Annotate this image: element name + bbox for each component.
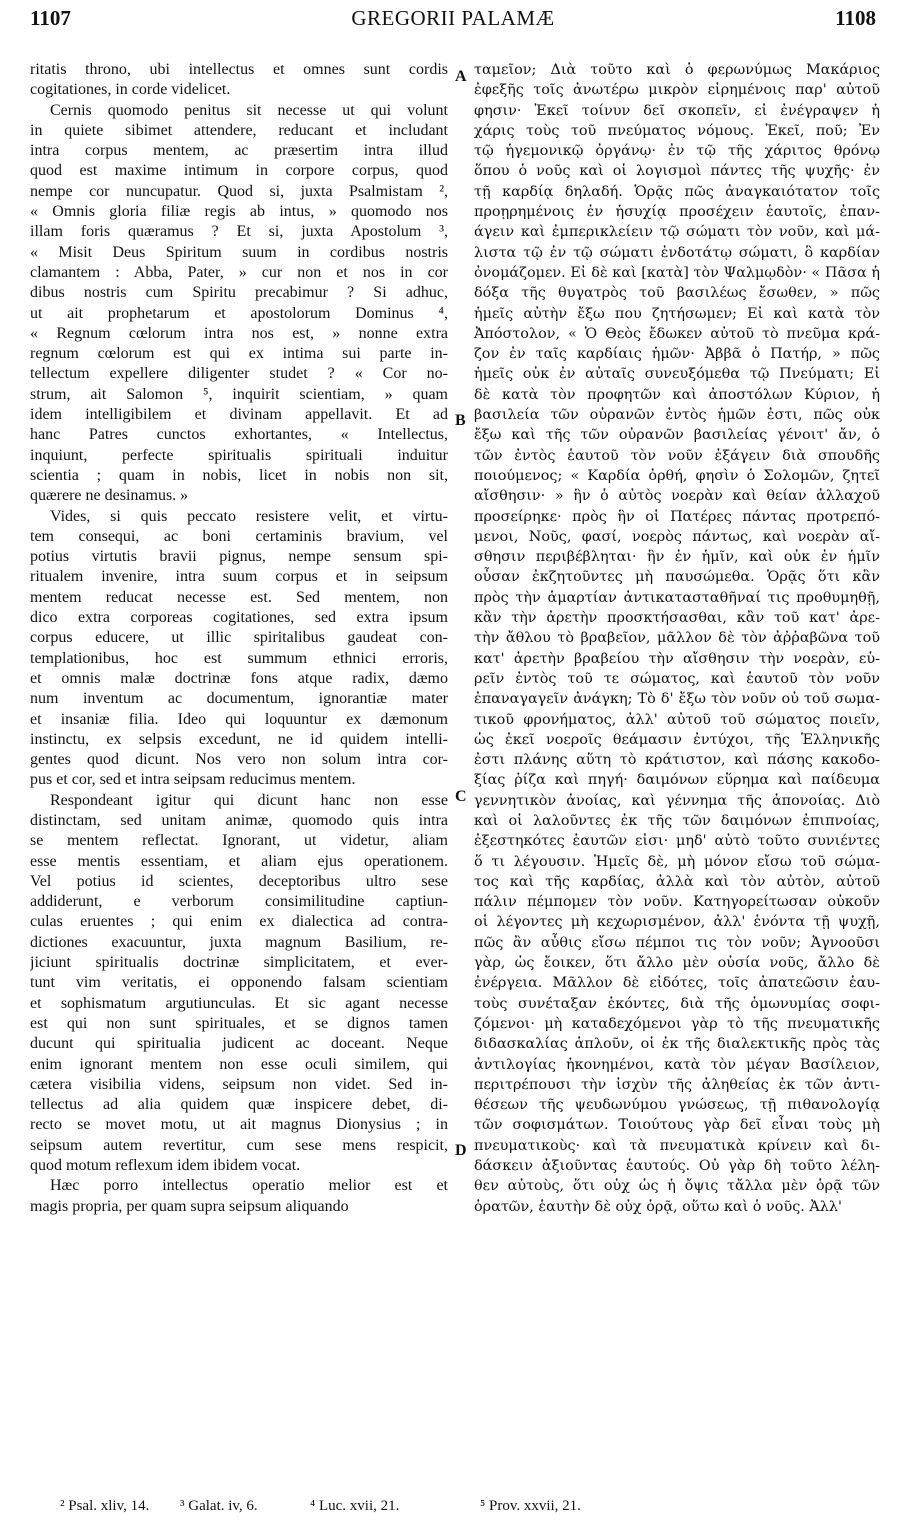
text-line: est qui non sunt spirituales, et se dignos tamen xyxy=(30,1014,448,1032)
text-line: num inventum ac documentum, ignorantiæ mater xyxy=(30,690,448,708)
section-marker-d: D xyxy=(455,1142,467,1159)
page-header xyxy=(30,6,876,46)
text-line: dictiones exacuuntur, juxta magnum Basilium, re- xyxy=(30,933,448,951)
text-line: αἴσθησιν· » ἣν ὁ αὐτὸς νοερὰν καὶ θείαν ἀλλαχοῦ xyxy=(474,488,880,505)
text-line: et omnis malæ doctrinæ fons atque radix, dæmo xyxy=(30,669,448,687)
text-line: σθησιν περιβέβληται· ἣν ἐν ἡμῖν, καὶ οὐκ ἐν ἡμῖν xyxy=(474,549,880,566)
text-line: tunt vim veritatis, ei opponendo falsam scientiam xyxy=(30,974,448,992)
text-line: γεννητικὸν ἀνοίας, καὶ γέννημα τῆς ἀπονοίας. Διὸ xyxy=(474,792,880,809)
section-marker-a: A xyxy=(455,68,467,85)
text-line: προῃρημένοις ἐν ἡσυχίᾳ προσέχειν ἑαυτοῖς, ἐπαν- xyxy=(474,204,880,221)
text-line: προσείρηκε· πρὸς ἣν οἱ Πατέρες πάντας προτρεπό- xyxy=(474,508,880,525)
text-line: Hæc porro intellectus operatio melior est et xyxy=(50,1177,448,1195)
text-line: enim ignorant mentem non esse oculi similem, qui xyxy=(30,1055,448,1073)
text-line: tellectum expellere diligenter studet ? « Cor no- xyxy=(30,365,448,383)
text-line: δὲ κατὰ τὸν προφητῶν καὶ ἀποστόλων Κύριον, ἡ xyxy=(474,386,880,403)
text-line: recto se movet motu, ut ait magnus Dionysius ; in xyxy=(30,1116,448,1134)
text-line: « Omnis gloria filiæ regis ab intus, » quomodo nos xyxy=(30,203,448,221)
text-line: ἐφεξῆς τοῖς ἀνωτέρω μικρὸν εἰρημένοις παρ' αὐτοῦ xyxy=(474,82,880,99)
text-line: addiderunt, e verborum consimilitudine captiun- xyxy=(30,893,448,911)
text-line: γὰρ, ὡς ἔοικεν, ὅτι ἄλλο μὲν οὐσία νοῦς, ἄλλο δὲ xyxy=(474,955,880,972)
text-line: templationibus, hoc est summum ethnici erroris, xyxy=(30,649,448,667)
text-line: ζον ἐν ταῖς καρδίαις ἡμῶν· Ἀββᾶ ὁ Πατήρ, » πῶς xyxy=(474,346,880,363)
text-line: τῶν ἐντὸς ἑαυτοῦ τὸν νοῦν ἐξάγειν διὰ σπουδῆς xyxy=(474,447,880,464)
text-line: δάσκειν ἀξιοῦντας ἑαυτούς. Οὐ γὰρ δὴ τοῦτο λέλη- xyxy=(474,1158,880,1175)
text-line: ἡμεῖς οὐκ ἐν αὐταῖς συνευξόμεθα τῷ Πνεύματι; Εἰ xyxy=(474,366,880,383)
text-line: άγειν καὶ ἐμπερικλείειν τῷ σώματι τὸν νοῦν, καὶ μά- xyxy=(474,224,880,241)
text-line: ὁρατῶν, ἑαυτὴν δὲ οὐχ ὁρᾷ, οὕτω καὶ ὁ νοῦς. Ἀλλ' xyxy=(474,1198,842,1215)
text-line: Vides, si quis peccato resistere velit, et virtu- xyxy=(50,507,448,525)
text-line: κατ' ἀρετὴν βραβείου τὴν αἴσθησιν τὴν νοερὰν, εὑ- xyxy=(474,650,880,667)
text-line: inquiunt, perfecte spiritualis spirituali induitur xyxy=(30,446,448,464)
text-line: Vel potius id scientes, deceptoribus ultro sese xyxy=(30,872,448,890)
text-line: τος καὶ τῆς καρδίας, ἀλλὰ καὶ τὸν αὐτὸν, αὐτοῦ xyxy=(474,873,880,890)
text-line: quod est maxime intimum in corpore corpus, quod xyxy=(30,162,448,180)
text-line: τῷ ἡγεμονικῷ ὀργάνῳ· ἐν τῷ τῆς χάριτος θρόνῳ xyxy=(474,143,880,160)
text-line: ὅπου ὁ νοῦς καὶ οἱ λογισμοὶ πάντες τῆς ψυχῆς· ἐν xyxy=(474,163,880,180)
text-line: idem intelligibilem et divinam appellavit. Et ad xyxy=(30,406,448,424)
text-line: ἡμεῖς αὐτὴν ἔξω που ζητήσωμεν; Εἰ καὶ κατὰ τὸν xyxy=(474,305,880,322)
text-line: regnum cœlorum est qui ex intima sui parte in- xyxy=(30,345,448,363)
text-line: τὴν ἄθλου τὸ βραβεῖον, μᾶλλον δὲ τὸν ἀῤῥαβῶνα τοῦ xyxy=(474,630,880,647)
text-line: « Regnum cœlorum intra nos est, » nonne extra xyxy=(30,324,448,342)
text-line: instinctu, ex selpsis excedunt, ne id quidem intelli- xyxy=(30,730,448,748)
text-line: ducunt qui spiritualia judicent ac doceant. Neque xyxy=(30,1035,448,1053)
text-line: διδασκαλίας ἁπλοῦν, οἱ ἐκ τῆς διαλεκτικῆς πρὸς τὰς xyxy=(474,1036,880,1053)
text-line: potius virtutis bravii pignus, nempe sensum spi- xyxy=(30,548,448,566)
text-line: τικοῦ φρονήματος, ἀλλ' αὐτοῦ τοῦ σώματος ποιεῖν, xyxy=(474,711,880,728)
text-line: μενοι, Νοῦς, φασί, νοερὸς πάντως, καὶ νοερὰν αἴ- xyxy=(474,528,880,545)
text-line: ἐξεστηκότες ἑαυτῶν εἰσι· μηδ' αὐτὸ τοῦτο συνιέντες xyxy=(474,833,880,850)
text-line: magis propria, per quam supra seipsum aliquando xyxy=(30,1197,349,1215)
section-marker-c: C xyxy=(455,788,467,805)
text-line: οἱ λέγοντες μὴ κεχωρισμένον, ἀλλ' ἑνόντα τῇ ψυχῇ, xyxy=(474,914,880,931)
text-line: cætera visibilia videns, seipsum non videt. Sed in- xyxy=(30,1075,448,1093)
text-line: τοὺς συνέταξαν ἑκόντες, διὰ τῆς ὁμωνυμίας σοφι- xyxy=(474,995,880,1012)
text-line: περιτρέπουσι τὴν ἰσχὺν τῆς ἀληθείας ἐκ τῶν ἀντι- xyxy=(474,1076,880,1093)
text-line: χάρις τοὺς τοῦ πνεύματος νόμους. Ἐκεῖ, ποῦ; Ἐν xyxy=(474,122,880,139)
text-line: δόξα τῆς θυγατρὸς τοῦ βασιλέως ἔσωθεν, » πῶς xyxy=(474,285,880,302)
text-line: ρεῖν ἐντὸς τοῦ τε σώματος, καὶ ἑαυτοῦ τὸν νοῦν xyxy=(474,670,880,687)
text-line: ξίας ῥίζα καὶ πηγή· δαιμόνων εὕρημα καὶ παίδευμα xyxy=(474,772,880,789)
text-line: ritualem invenire, intra suum corpus et in seipsum xyxy=(30,568,448,586)
text-line: ἐπαναγαγεῖν ἀνάγκη; Τὸ δ' ἔξω τὸν νοῦν οὐ τοῦ σωμα- xyxy=(474,691,880,708)
text-line: ἐνέργεια. Μᾶλλον δὲ εἰδότες, τοῖς ἀπατεῶσιν ἑαυ- xyxy=(474,975,880,992)
text-line: dico extra corporeas cogitationes, sed extra ipsum xyxy=(30,609,448,627)
text-line: τῇ καρδίᾳ δηλαδή. Ὁρᾷς πῶς ἀναγκαιότατον τοῖς xyxy=(474,183,880,200)
text-line: quærere ne desinamus. » xyxy=(30,487,189,505)
text-line: cogitationes, in corde videlicet. xyxy=(30,81,231,99)
text-line: θεν αὐτοὺς, ὅτι οὐχ ὡς ἡ ὄψις τἄλλα μὲν ὁρᾷ τῶν xyxy=(474,1178,880,1195)
footnote: ² Psal. xliv, 14. xyxy=(60,1498,150,1514)
text-line: culas eruentes ; qui enim ex dialectica ad contra- xyxy=(30,913,448,931)
text-line: ἀντιλογίας ἠκονημένοι, κατὰ τὸν μέγαν Βασίλειον, xyxy=(474,1056,880,1073)
text-line: mentem reducat necesse est. Sed mentem, non xyxy=(30,588,448,606)
greek-column xyxy=(474,60,880,1217)
text-line: illam foris quæramus ? Et si, juxta Apostolum ³, xyxy=(30,223,448,241)
text-line: ut ait prophetarum et apostolorum Dominus ⁴, xyxy=(30,304,448,322)
text-line: strum, ait Salomon ⁵, inquirit scientiam, » quam xyxy=(30,385,448,403)
text-line: in quiete sibimet attendere, reducant et includant xyxy=(30,121,448,139)
text-line: ὀνομάζομεν. Εἰ δὲ καὶ [κατὰ] τὸν Ψαλμῳδὸν· « Πᾶσα ἡ xyxy=(474,264,880,281)
text-line: τῶν σοφισμάτων. Τοιούτους γὰρ δεῖ εἶναι τοὺς μὴ xyxy=(474,1117,880,1134)
text-line: distinctam, sed unitam animæ, quomodo quis intra xyxy=(30,811,448,829)
text-line: intra corpus mentem, ac præsertim intra illud xyxy=(30,142,448,160)
text-line: « Misit Deus Spiritum suum in cordibus nostris xyxy=(30,243,448,261)
text-line: pus et cor, sed et intra seipsam reducimus mentem. xyxy=(30,771,356,789)
footnote: ³ Galat. iv, 6. xyxy=(180,1498,258,1514)
page-number-right: 1108 xyxy=(835,6,876,30)
text-line: tem consequi, ac boni certaminis bravium, vel xyxy=(30,527,448,545)
footnote: ⁴ Luc. xvii, 21. xyxy=(310,1498,400,1514)
text-line: Respondeant igitur qui dicunt hanc non esse xyxy=(50,791,448,809)
text-line: scientia ; quam in nobis, licet in nobis non sit, xyxy=(30,466,448,484)
text-line: et sophismatum argutiunculas. Et sic agant necesse xyxy=(30,994,448,1012)
latin-column xyxy=(30,60,448,1217)
running-title: GREGORII PALAMÆ xyxy=(351,6,555,30)
text-line: Ἀπόστολον, « Ὁ Θεὸς ἔδωκεν αὐτοῦ τὸ πνεῦμα κρά- xyxy=(474,325,880,342)
text-line: πνευματικοὺς· καὶ τὰ πνευματικὰ κρίνειν καὶ δι- xyxy=(474,1137,880,1154)
text-line: βασιλεία τῶν οὐρανῶν ἐντὸς ἡμῶν ἐστι, πῶς οὐκ xyxy=(474,407,880,424)
text-line: ὡς ἐκεῖ νοεροῖς θεάμασιν ἐντύχοι, τῆς Ἑλληνικῆς xyxy=(474,731,880,748)
text-line: jiciunt spiritualis doctrinæ simplicitatem, et ever- xyxy=(30,954,448,972)
text-line: dibus nostris cum Spiritu precabimur ? Si adhuc, xyxy=(30,284,448,302)
text-line: quod motum reflexum idem ibidem vocat. xyxy=(30,1157,301,1175)
text-line: ταμεῖον; Διὰ τοῦτο καὶ ὁ φερωνύμως Μακάριος xyxy=(474,62,880,78)
text-line: ὅ τι λέγουσιν. Ἡμεῖς δὲ, μὴ μόνον εἴσω τοῦ σώμα- xyxy=(474,853,880,870)
text-line: tellectus ad alia quidem quæ inspicere debet, di- xyxy=(30,1096,448,1114)
text-line: ἔξω καὶ τῆς τῶν οὐρανῶν βασιλείας γένοιτ' ἄν, ὁ xyxy=(474,427,880,444)
text-line: et insaniæ filia. Ideo qui loquuntur ex dæmonum xyxy=(30,710,448,728)
text-line: οὖσαν ἐκζητοῦντες μὴ παυσώμεθα. Ὁρᾷς ὅτι κἂν xyxy=(474,569,880,586)
text-line: corpus educere, ut illic spiritalibus gaudeat con- xyxy=(30,629,448,647)
text-line: φησιν· Ἐκεῖ τοίνυν δεῖ σκοπεῖν, εἰ ἐνέγραψεν ἡ xyxy=(474,102,880,119)
text-line: πάλιν πέμπομεν τὸν νοῦν. Κατηγορείτωσαν οὐκοῦν xyxy=(474,894,880,911)
text-line: ποιούμενος; « Καρδία ὀρθή, φησὶν ὁ Σολομῶν, ζητεῖ xyxy=(474,467,880,484)
text-line: hanc Patres cunctos exhortantes, « Intellectus, xyxy=(30,426,448,444)
text-line: gentes quod dicunt. Nos vero non solum intra cor- xyxy=(30,751,448,769)
text-line: Cernis quomodo penitus sit necesse ut qui volunt xyxy=(50,101,448,119)
text-line: ἐστι πλάνης αὕτη τὸ κράτιστον, καὶ πάσης κακοδο- xyxy=(474,752,880,769)
text-line: ritatis throno, ubi intellectus et omnes sunt cordis xyxy=(30,61,448,78)
text-line: πῶς ἂν αὖθις εἴσω πέμποι τις τὸν νοῦν; Ἀγνοοῦσι xyxy=(474,934,880,951)
text-line: λιστα τῷ ἐν τῷ σώματι ἐνδοτάτῳ σώματι, ὃ καρδίαν xyxy=(474,244,880,261)
page-number-left: 1107 xyxy=(30,6,71,30)
text-line: esse mentis essentiam, et aliam ejus operationem. xyxy=(30,852,448,870)
footnote: ⁵ Prov. xxvii, 21. xyxy=(480,1498,581,1514)
text-line: clamantem : Abba, Pater, » cur non et nos in cor xyxy=(30,263,448,281)
text-line: θέσεων τῆς ψευδωνύμου γνώσεως, τῇ πιθανολογίᾳ xyxy=(474,1097,880,1114)
text-line: se mentem reflectat. Ignorant, ut videtur, aliam xyxy=(30,832,448,850)
text-line: ζόμενοι· μὴ καταδεχόμενοι γὰρ τὸ τῆς πνευματικῆς xyxy=(474,1015,880,1032)
text-line: καὶ οἱ λαλοῦντες ἐκ τῆς τῶν δαιμόνων ἐπιπνοίας, xyxy=(474,812,880,829)
text-line: seipsum autem revertitur, cum sese mens respicit, xyxy=(30,1136,448,1154)
text-line: nempe cor nuncupatur. Quod si, juxta Psalmistam ², xyxy=(30,182,448,200)
text-line: κἂν τὴν ἀρετὴν προσκτήσασθαι, κἂν τοῦ κατ' ἀρε- xyxy=(474,610,880,627)
text-line: πρὸς τὴν ἁμαρτίαν ἀντικατασταθῆναί τις προθυμηθῇ, xyxy=(474,589,880,606)
section-marker-b: B xyxy=(455,412,466,429)
